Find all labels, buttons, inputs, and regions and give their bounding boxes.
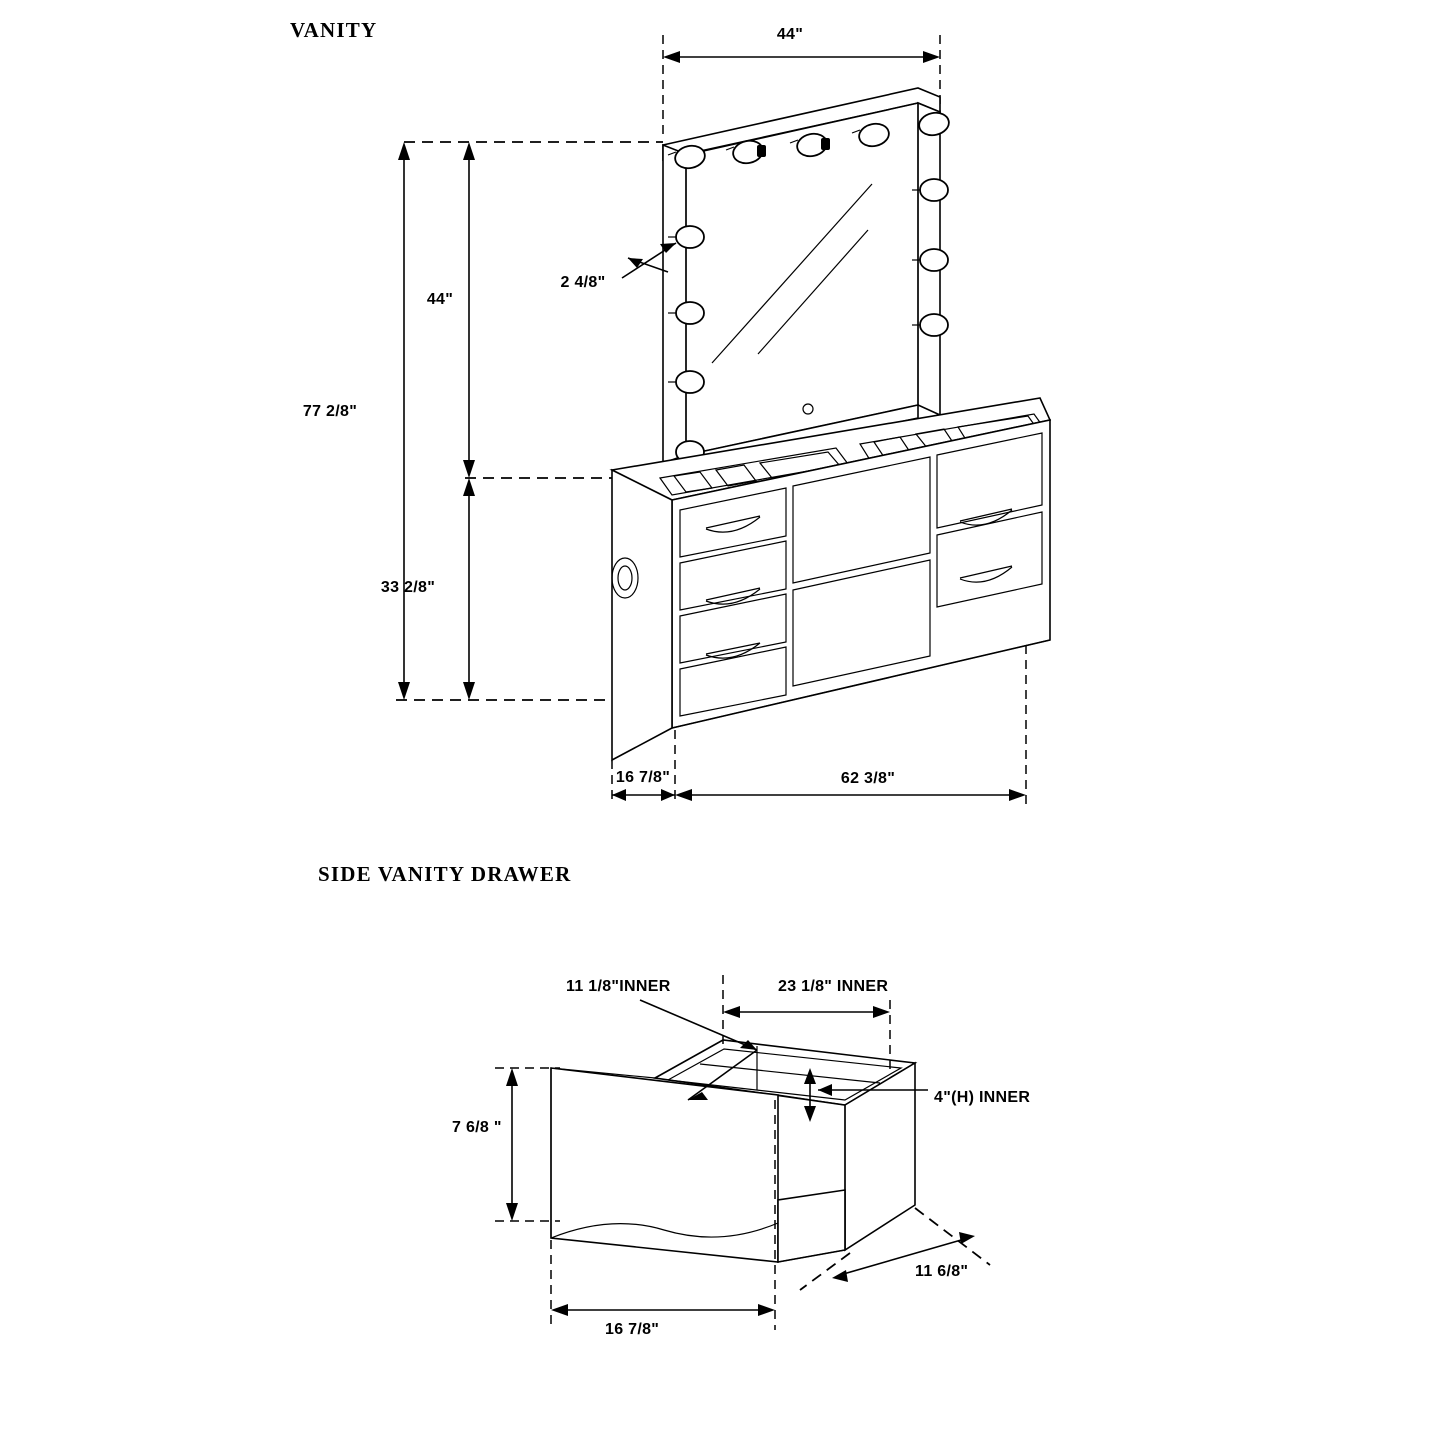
view-title-side-vanity-drawer: SIDE VANITY DRAWER	[318, 862, 572, 886]
view-title-vanity: VANITY	[290, 18, 378, 42]
dim-drawer-front-width: 16 7/8"	[605, 1321, 660, 1338]
dim-drawer-side-depth: 11 6/8"	[915, 1263, 969, 1280]
dim-drawer-front-height: 7 6/8 "	[452, 1119, 502, 1136]
dim-drawer-inner-width: 23 1/8" INNER	[778, 978, 889, 995]
dresser-height-dimension	[463, 478, 475, 700]
dim-drawer-inner-depth: 11 1/8"INNER	[566, 978, 671, 995]
dim-dresser-depth: 16 7/8"	[615, 769, 671, 786]
overall-height-dimension	[396, 142, 612, 700]
dim-mirror-width: 44"	[776, 26, 804, 43]
dim-overall-height: 77 2/8"	[302, 403, 358, 420]
dim-bulb-spacing: 2 4/8"	[560, 274, 606, 291]
drawer-assembly	[551, 1040, 915, 1262]
dim-dresser-height: 33 2/8"	[380, 579, 436, 596]
dim-dresser-width: 62 3/8"	[840, 770, 896, 787]
dim-mirror-height: 44"	[426, 291, 454, 308]
dim-drawer-inner-height: 4"(H) INNER	[934, 1089, 1031, 1106]
mirror-height-dimension	[404, 142, 663, 478]
